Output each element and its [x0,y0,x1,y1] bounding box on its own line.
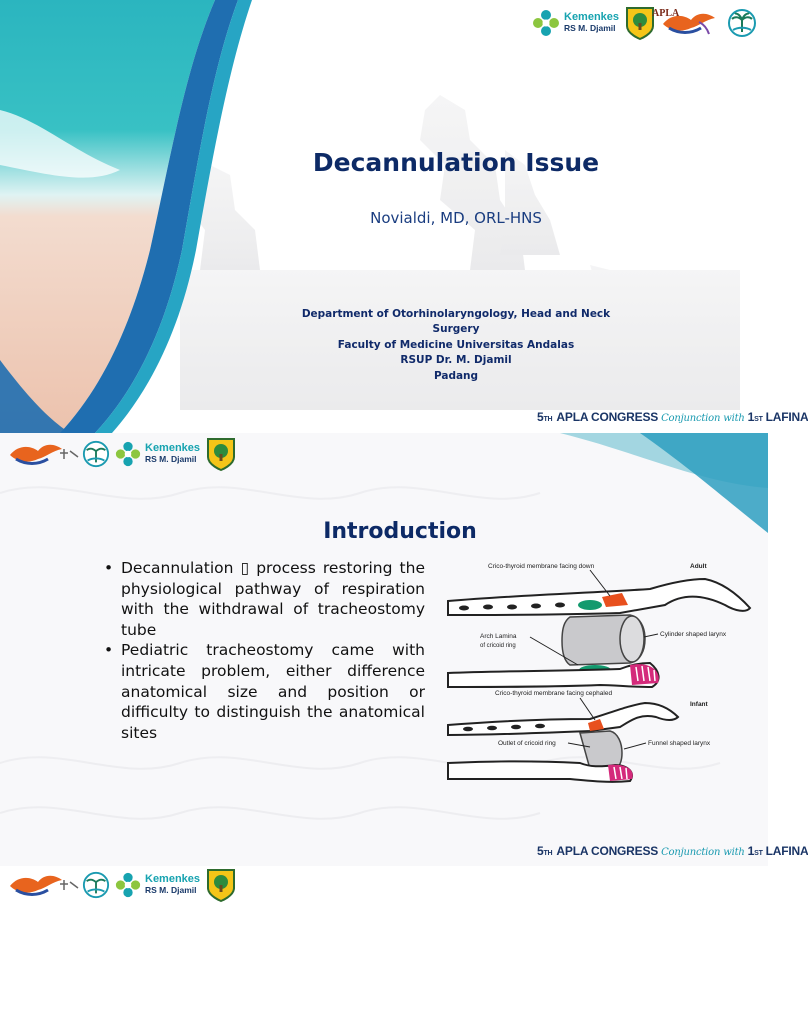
banner-suffix-sup: ST [754,850,763,857]
palm-circle-icon [82,871,110,899]
apla-bird-icon [8,439,80,469]
bullet-item: • Pediatric tracheostomy came with intricate problem, either difference anatomical size and position or difficulty to distinguish the anatomical sites [104,640,425,743]
banner-suffix-sup: ST [754,416,763,423]
apla-logo [652,8,717,38]
shield-emblem-icon [206,868,236,902]
kemenkes-name: Kemenkes [564,11,620,23]
apla-name: APLA [652,8,680,19]
bullet-item: • Decannulation ▯ process restoring the physiological pathway of respiration with the withdrawal of tracheostomy tube [104,558,425,640]
adult-top-label: Crico-thyroid membrane facing down [488,563,595,570]
affiliation-line: Department of Otorhinolaryngology, Head and Neck [301,308,611,320]
banner-number: 5 [537,844,544,858]
shield-emblem-icon [625,6,655,40]
outlet-label: Outlet of cricoid ring [498,740,556,747]
affiliation-line: Faculty of Medicine Universitas Andalas [337,338,575,351]
kemenkes-flower-icon [114,440,142,468]
arch-lamina-label: Arch Lamina [480,633,517,640]
introduction-slide [0,433,808,866]
header-logos [8,437,236,471]
infant-top-label: Crico-thyroid membrane facing cephaled [495,690,613,697]
title-slide [0,0,808,433]
affiliation-line: Surgery [432,323,480,336]
kemenkes-sub: RS M. Djamil [145,454,197,464]
funnel-label: Funnel shaped larynx [648,740,711,747]
apla-bird-icon [8,870,80,900]
congress-banner [537,410,808,424]
palm-circle-icon [727,8,757,38]
kemenkes-name: Kemenkes [145,442,201,454]
affiliation-line: RSUP Dr. M. Djamil [400,354,512,367]
cricoid-ring-label: of cricoid ring [480,643,516,649]
cylinder-label: Cylinder shaped larynx [660,631,727,638]
banner-congress: APLA CONGRESS [556,844,659,858]
banner-suffix: 1 [747,844,755,858]
header-logos [8,868,236,902]
shield-emblem-icon [206,437,236,471]
kemenkes-logo [114,871,200,899]
banner-suffix: 1 [747,410,755,424]
header-logos [531,6,757,40]
adult-larynx-illustration [448,563,750,687]
kemenkes-logo [114,440,200,468]
larynx-comparison-diagram [440,553,765,778]
congress-banner [537,844,808,858]
banner-congress: APLA CONGRESS [556,410,659,424]
palm-circle-icon [82,440,110,468]
kemenkes-sub: RS M. Djamil [145,885,197,895]
affiliation-block [290,307,622,384]
affiliation-line: Padang [433,369,479,382]
kemenkes-flower-icon [531,8,561,38]
banner-number: 5 [537,410,544,424]
kemenkes-logo [531,8,619,38]
kemenkes-sub: RS M. Djamil [564,23,616,33]
banner-number-sup: TH [543,850,553,857]
adult-label: Adult [690,563,707,570]
author-name: Novialdi, MD, ORL-HNS [370,209,542,227]
slide-title: Decannulation Issue [312,148,600,177]
banner-script: Conjunction with [661,413,745,424]
banner-lafina: LAFINA [765,844,808,858]
kemenkes-flower-icon [114,871,142,899]
kemenkes-name: Kemenkes [145,873,201,885]
banner-number-sup: TH [543,416,553,423]
slide-title: Introduction [323,519,477,544]
banner-script: Conjunction with [661,847,745,858]
next-slide-partial [0,866,768,1024]
infant-label: Infant [690,701,708,708]
bullet-list [104,558,425,743]
infant-larynx-illustration [448,690,711,782]
banner-lafina: LAFINA [765,410,808,424]
